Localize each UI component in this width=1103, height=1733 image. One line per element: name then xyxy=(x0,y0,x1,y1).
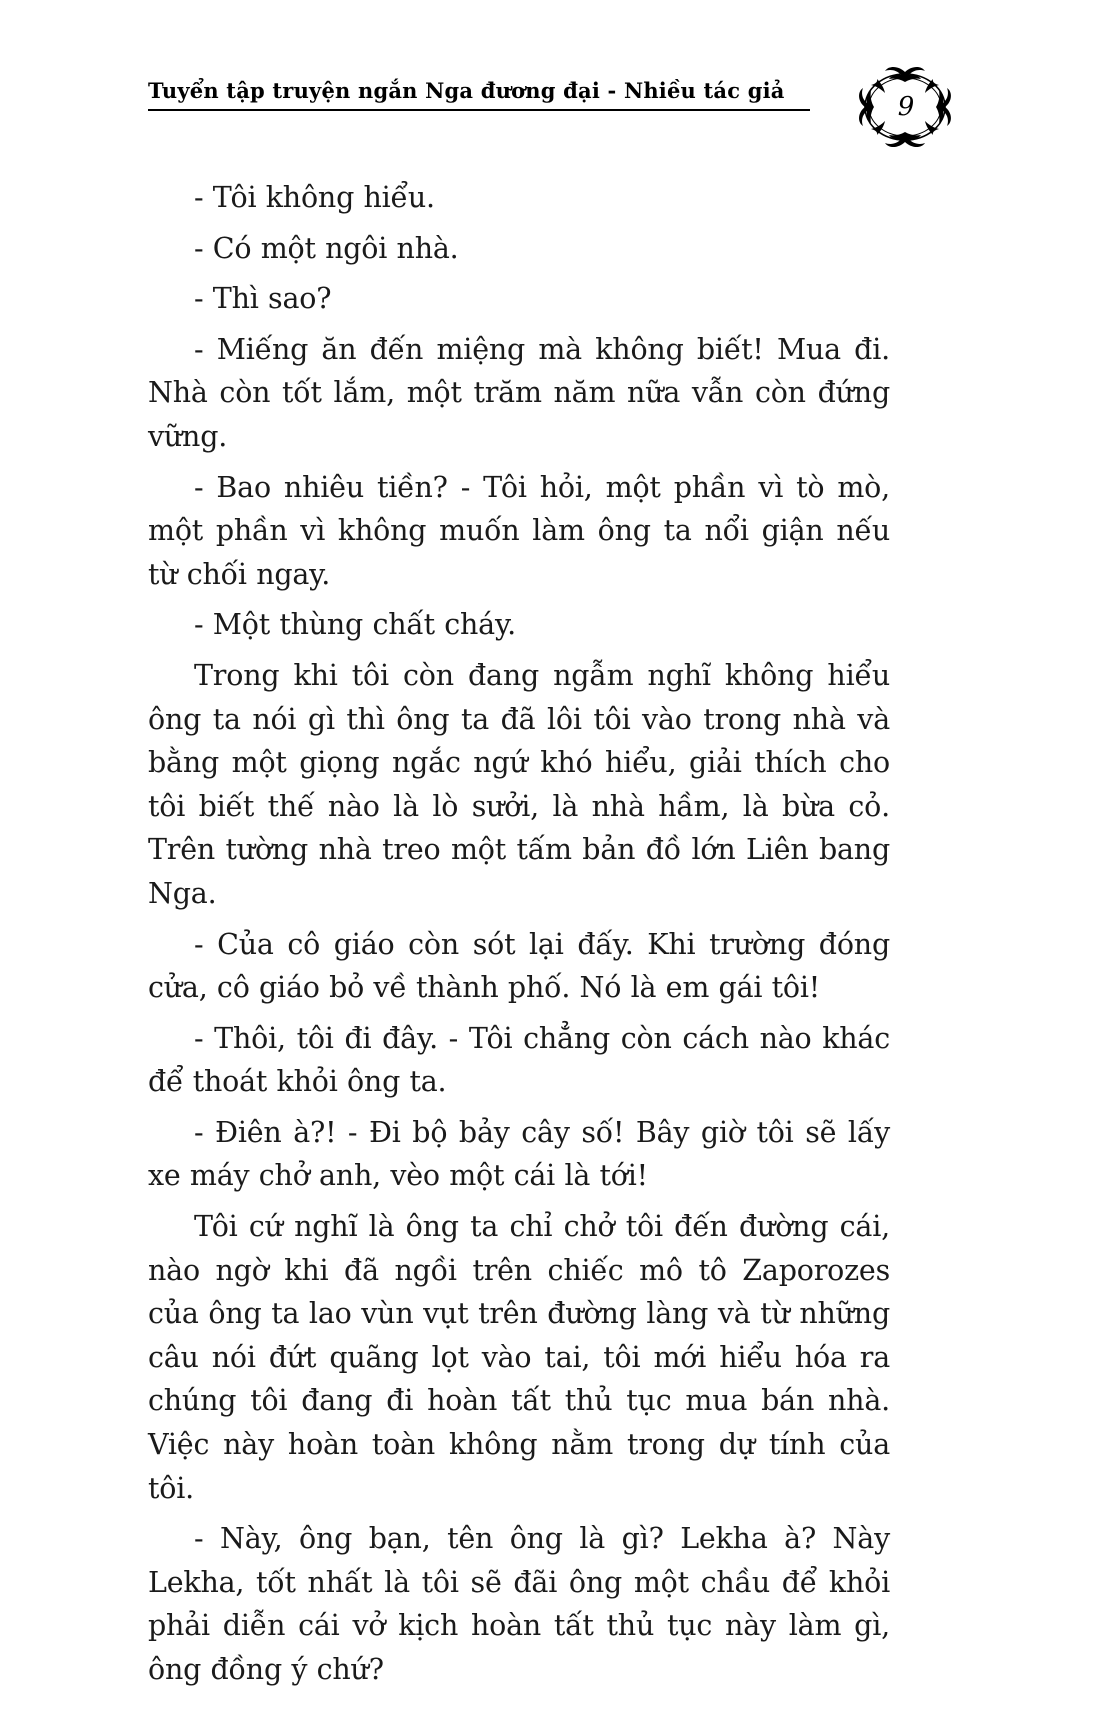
running-title: Tuyển tập truyện ngắn Nga đương đại - Nhiều tác giả xyxy=(148,78,785,103)
paragraph: Tôi cứ nghĩ là ông ta chỉ chở tôi đến đường cái, nào ngờ khi đã ngồi trên chiếc mô tô Zaporozes của ông ta lao vùn vụt trên đường làng và từ những câu nói đứt quãng lọt vào tai, tôi mới hiểu hóa ra chúng tôi đang đi hoàn tất thủ tục mua bán nhà. Việc này hoàn toàn không nằm trong dự tính của tôi. xyxy=(148,1210,890,1505)
paragraph: - Miếng ăn đến miệng mà không biết! Mua đi. Nhà còn tốt lắm, một trăm năm nữa vẫn còn đứng vững. xyxy=(148,332,890,453)
page-number-ornament xyxy=(852,60,958,154)
paragraph: - Thôi, tôi đi đây. - Tôi chẳng còn cách nào khác để thoát khỏi ông ta. xyxy=(148,1021,890,1099)
paragraph: - Này, ông bạn, tên ông là gì? Lekha à? Này Lekha, tốt nhất là tôi sẽ đãi ông một chầu để khỏi phải diễn cái vở kịch hoàn tất thủ tục này làm gì, ông đồng ý chứ? xyxy=(148,1522,890,1686)
paragraph: - Điên à?! - Đi bộ bảy cây số! Bây giờ tôi sẽ lấy xe máy chở anh, vèo một cái là tới! xyxy=(148,1115,890,1193)
paragraph: Trong khi tôi còn đang ngẫm nghĩ không hiểu ông ta nói gì thì ông ta đã lôi tôi vào trong nhà và bằng một giọng ngắc ngứ khó hiểu, giải thích cho tôi biết thế nào là lò sưởi, là nhà hầm, là bừa cỏ. Trên tường nhà treo một tấm bản đồ lớn Liên bang Nga. xyxy=(148,658,890,910)
paragraph: - Một thùng chất cháy. xyxy=(194,608,516,642)
paragraph: - Có một ngôi nhà. xyxy=(194,231,459,265)
header-divider xyxy=(148,109,810,111)
paragraph: - Bao nhiêu tiền? - Tôi hỏi, một phần vì tò mò, một phần vì không muốn làm ông ta nổi giận nếu từ chối ngay. xyxy=(148,470,890,591)
page-number: 9 xyxy=(897,92,915,122)
paragraph: - Của cô giáo còn sót lại đấy. Khi trường đóng cửa, cô giáo bỏ về thành phố. Nó là em gái tôi! xyxy=(148,927,890,1005)
paragraph: - Tôi không hiểu. xyxy=(194,181,435,214)
page-header xyxy=(148,78,958,122)
page-body xyxy=(148,176,890,1692)
paragraph: - Thì sao? xyxy=(194,282,332,316)
